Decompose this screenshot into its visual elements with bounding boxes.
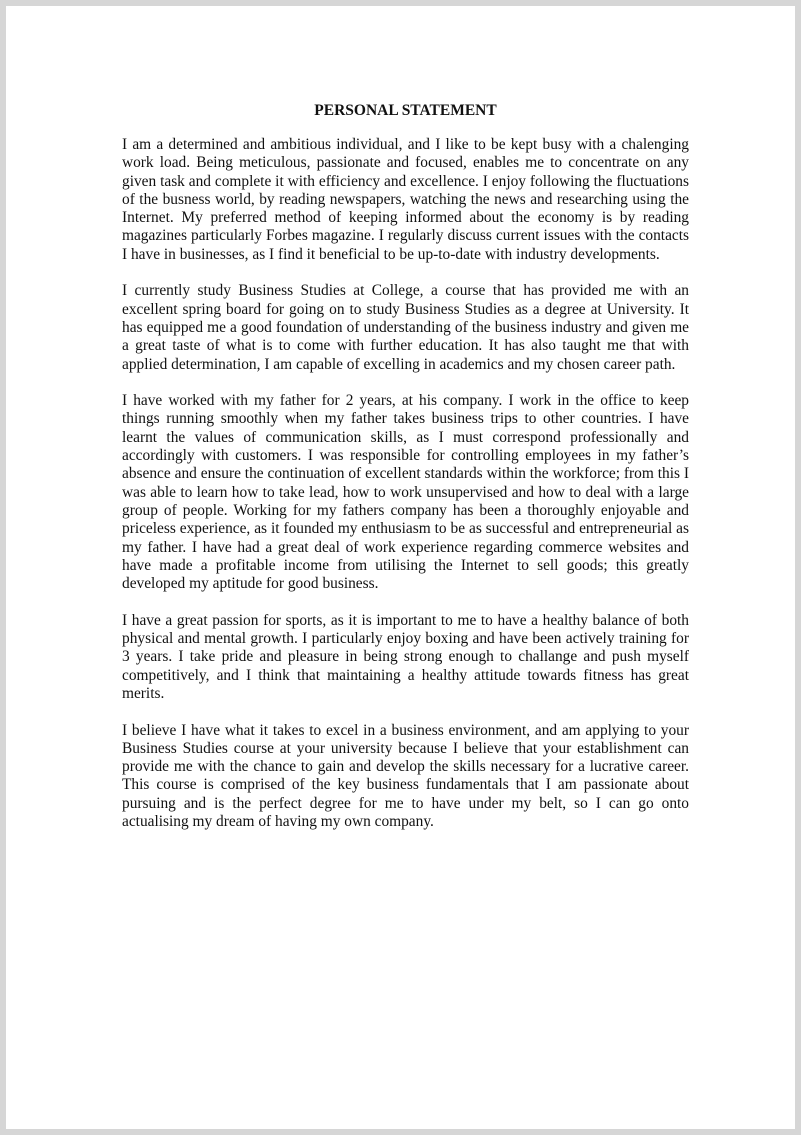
paragraph-1: I am a determined and ambitious individual, and I like to be kept busy with a chalenging work load. Being meticulous, passionate and focused, enables me to concentrate on any given task and complete it with efficiency and excellence. I enjoy following the fluctuations of the busness world, by reading newspapers, watching the news and researching using the Internet. My preferred method of keeping informed about the economy is by reading magazines particularly Forbes magazine. I regularly discuss current issues with the contacts I have in businesses, as I find it beneficial to be up-to-date with industry developments. [122,136,689,263]
document-title: PERSONAL STATEMENT [314,102,497,119]
paragraph-2: I currently study Business Studies at College, a course that has provided me with an excellent spring board for going on to study Business Studies as a degree at University. It has equipped me a good foundation of understanding of the business industry and given me a great taste of what is to come with further education. It has also taught me that with applied determination, I am capable of excelling in academics and my chosen career path. [122,282,689,373]
paragraph-4: I have a great passion for sports, as it is important to me to have a healthy balance of both physical and mental growth. I particularly enjoy boxing and have been actively training for 3 years. I take pride and pleasure in being strong enough to challange and push myself competitively, and I think that maintaining a healthy attitude towards fitness has great merits. [122,611,689,702]
document-body [122,98,689,850]
paragraph-5: I believe I have what it takes to excel in a business environment, and am applying to your Business Studies course at your university because I believe that your establishment can provide me with the chance to gain and develop the skills necessary for a lucrative career. This course is comprised of the key business fundamentals that I am passionate about pursuing and is the perfect degree for me to have under my belt, so I can go onto actualising my dream of having my own company. [122,721,689,830]
paragraph-3: I have worked with my father for 2 years, at his company. I work in the office to keep things running smoothly when my father takes business trips to other countries. I have learnt the values of communication skills, as I must correspond professionally and accordingly with customers. I was responsible for controlling employees in my father’s absence and ensure the continuation of excellent standards within the workforce; from this I was able to learn how to take lead, how to work unsupervised and how to deal with a large group of people. Working for my fathers company has been a thoroughly enjoyable and priceless experience, as it founded my enthusiasm to be as successful and entrepreneurial as my father. I have had a great deal of work experience regarding commerce websites and have made a profitable income from utilising the Internet to sell goods; this greatly developed my aptitude for good business. [122,392,689,593]
